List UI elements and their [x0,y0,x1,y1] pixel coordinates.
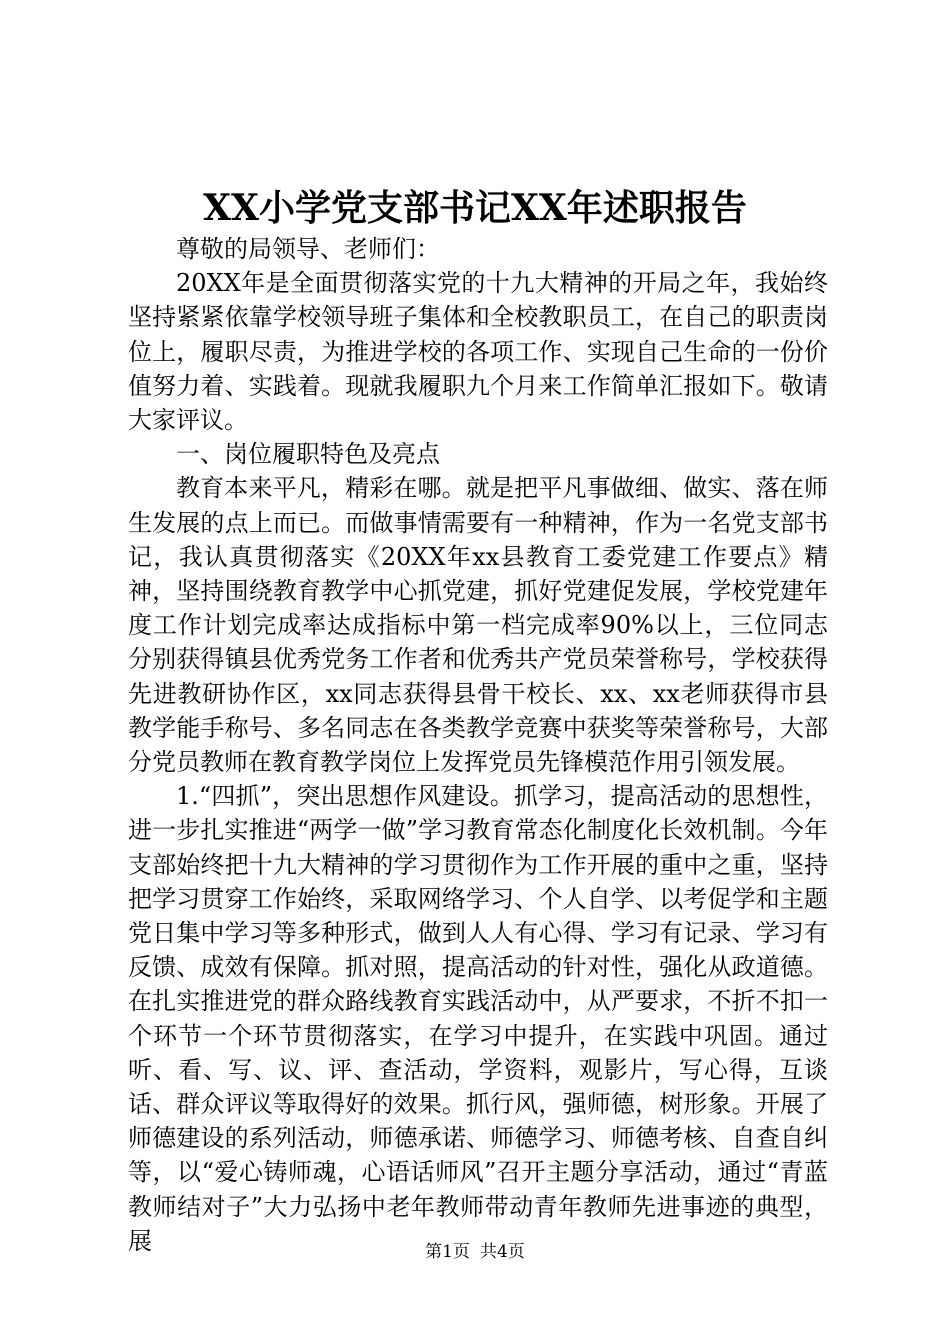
document-title: XX小学党支部书记XX年述职报告 [203,187,747,229]
document-body [128,232,828,1258]
salutation-paragraph: 尊敬的局领导、老师们： [176,235,440,263]
intro-paragraph: 20XX年是全面贯彻落实党的十九大精神的开局之年，我始终坚持紧紧依靠学校领导班子集体和全校教职员工，在自己的职责岗位上，履职尽责，为推进学校的各项工作、实现自己生命的一份价值努力着、实践着。现就我履职九个月来工作简单汇报如下。敬请大家评议。 [128,269,828,435]
page-footer [0,1240,950,1264]
section-heading: 一、岗位履职特色及亮点 [176,440,440,469]
page-total: 共4页 [480,1242,525,1262]
body-paragraph: 1.“四抓”，突出思想作风建设。抓学习，提高活动的思想性，进一步扎实推进“两学一做”学习教育常态化制度化长效机制。今年支部始终把十九大精神的学习贯彻作为工作开展的重中之重，坚持把学习贯穿工作始终，采取网络学习、个人自学、以考促学和主题党日集中学习等多种形式，做到人人有心得、学习有记录、学习有反馈、成效有保障。抓对照，提高活动的针对性，强化从政道德。在扎实推进党的群众路线教育实践活动中，从严要求，不折不扣一个环节一个环节贯彻落实，在学习中提升，在实践中巩固。通过听、看、写、议、评、查活动，学资料，观影片，写心得，互谈话、群众评议等取得好的效果。抓行风，强师德，树形象。开展了师德建设的系列活动，师德承诺、师德学习、师德考核、自查自纠等，以“爱心铸师魂，心语话师风”召开主题分享活动，通过“青蓝教师结对子”大力弘扬中老年教师带动青年教师先进事迹的典型，展 [128,782,828,1255]
page-number: 第1页 [425,1242,470,1262]
body-paragraph: 教育本来平凡，精彩在哪。就是把平凡事做细、做实、落在师生发展的点上而已。而做事情需要有一种精神，作为一名党支部书记，我认真贯彻落实《20XX年xx县教育工委党建工作要点》精神，坚持围绕教育教学中心抓党建，抓好党建促发展，学校党建年度工作计划完成率达成指标中第一档完成率90%以上，三位同志分别获得镇县优秀党务工作者和优秀共产党员荣誉称号，学校获得先进教研协作区，xx同志获得县骨干校长、xx、xx老师获得市县教学能手称号、多名同志在各类教学竞赛中获奖等荣誉称号，大部分党员教师在教育教学岗位上发挥党员先锋模范作用引领发展。 [128,474,828,777]
